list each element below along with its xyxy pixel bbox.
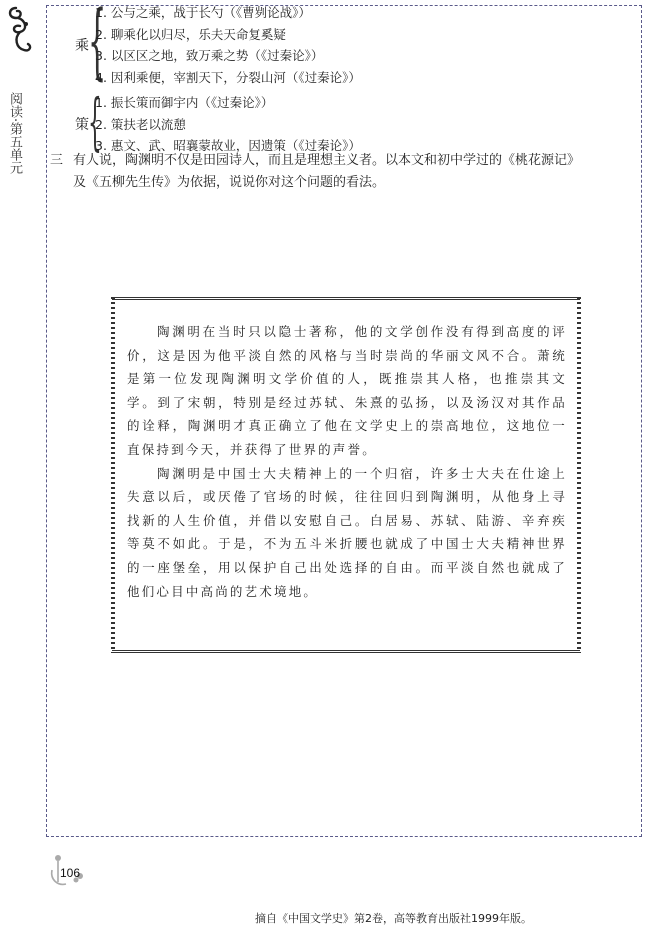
list-item: 3. 以区区之地，致万乘之势（《过秦论》） [95,48,324,63]
question-text: 有人说，陶渊明不仅是田园诗人，而且是理想主义者。以本文和初中学过的《桃花源记》及《五柳先生传》为依据，说说你对这个问题的看法。 [73,153,581,190]
group-head: 策 [75,117,89,133]
excerpt-box [112,297,580,925]
brace-icon: { [88,85,102,158]
question-number: 三 [50,153,64,168]
list-item: 2. 聊乘化以归尽，乐夫天命复奚疑 [95,26,286,42]
group-items [95,92,361,157]
page-number: 106 [60,866,81,880]
list-item: 4. 因利乘便，宰割天下，分裂山河（《过秦论》） [95,69,361,85]
excerpt-paragraph: 陶渊明是中国士大夫精神上的一个归宿，许多士大夫在仕途上失意以后，或厌倦了官场的时候，往往回归到陶渊明，从他身上寻找新的人生价值，并借以安慰自己。白居易、苏轼、陆游、辛弃疾等莫不如此。于是，不为五斗米折腰也就成了中国士大夫精神世界的一座堡垒，用以保护自己出处选择的自由。而平淡自然也就成了他们心目中高尚的艺术境地。 [127,465,567,599]
unit-side-label: 阅读·第五单元 [7,92,22,175]
list-item: 3. 惠文、武、昭襄蒙故业，因遗策（《过秦论》） [95,138,361,153]
group-head: 乘 [75,38,89,54]
group-items [95,2,361,88]
list-item: 1. 振长策而御宇内（《过秦论》） [95,95,274,110]
page-number-block [48,852,88,888]
list-item: 2. 策扶老以流憩 [95,116,186,132]
brace-icon: { [88,0,107,89]
excerpt-body [127,320,567,603]
list-item: 1. 公与之乘，战于长勺（《曹刿论战》） [95,5,311,20]
excerpt-citation: 摘自《中国文学史》第2卷，高等教育出版社1999年版。 [255,912,532,925]
decorative-ornament-icon [6,4,34,58]
excerpt-paragraph: 陶渊明在当时只以隐士著称，他的文学创作没有得到高度的评价，这是因为他平淡自然的风格与当时崇尚的华丽文风不合。萧统是第一位发现陶渊明文学价值的人，既推崇其人格，也推崇其文学。到了宋朝，特别是经过苏轼、朱熹的弘扬，以及汤汉对其作品的诠释，陶渊明才真正确立了他在文学史上的崇高地位，这地位一直保持到今天，并获得了世界的声誉。 [127,324,567,457]
